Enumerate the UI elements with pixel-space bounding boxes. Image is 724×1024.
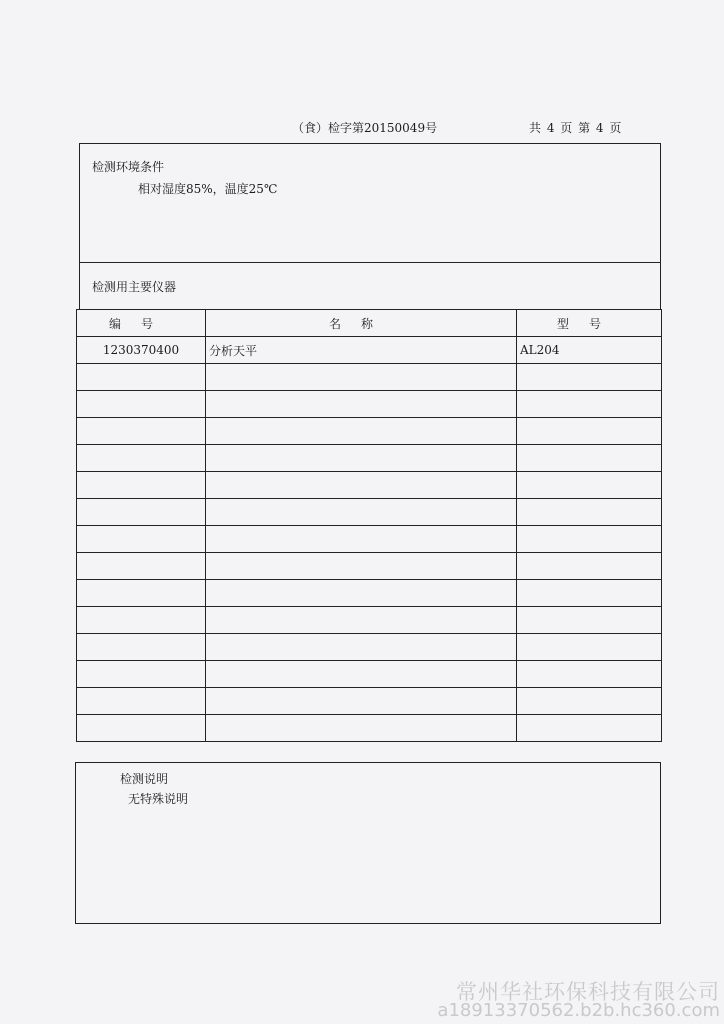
cell-model — [517, 580, 662, 607]
table-row — [77, 364, 662, 391]
cell-model — [517, 391, 662, 418]
cell-model — [517, 553, 662, 580]
cell-number — [77, 634, 206, 661]
cell-model — [517, 607, 662, 634]
table-row — [77, 526, 662, 553]
watermark-site: a18913370562.b2b.hc360.com — [437, 1000, 720, 1021]
cell-number — [77, 661, 206, 688]
environment-label: 检测环境条件 — [92, 160, 165, 174]
cell-number — [77, 715, 206, 742]
cell-model — [517, 418, 662, 445]
cell-name: 分析天平 — [206, 337, 517, 364]
cell-model — [517, 715, 662, 742]
table-row — [77, 688, 662, 715]
notes-label: 检测说明 — [120, 772, 169, 786]
environment-value: 相对湿度85%，温度25℃ — [138, 182, 278, 196]
cell-name — [206, 445, 517, 472]
cell-model — [517, 445, 662, 472]
instruments-label: 检测用主要仪器 — [92, 280, 177, 294]
column-header-name: 名称 — [206, 310, 517, 337]
cell-name — [206, 472, 517, 499]
column-header-model: 型号 — [517, 310, 662, 337]
instruments-table — [76, 309, 662, 742]
cell-model — [517, 472, 662, 499]
cell-name — [206, 715, 517, 742]
cell-name — [206, 526, 517, 553]
cell-number — [77, 364, 206, 391]
table-row — [77, 445, 662, 472]
table-row — [77, 634, 662, 661]
cell-model — [517, 661, 662, 688]
cell-number — [77, 553, 206, 580]
table-row — [77, 661, 662, 688]
notes-value: 无特殊说明 — [128, 792, 189, 806]
cell-number — [77, 472, 206, 499]
cell-name — [206, 364, 517, 391]
cell-model — [517, 364, 662, 391]
cell-name — [206, 499, 517, 526]
cell-number — [77, 688, 206, 715]
table-row — [77, 499, 662, 526]
cell-name — [206, 391, 517, 418]
cell-name — [206, 580, 517, 607]
document-number: （食）检字第20150049号 — [292, 121, 438, 135]
table-row — [77, 391, 662, 418]
notes-section — [75, 762, 661, 924]
cell-number — [77, 445, 206, 472]
table-row — [77, 418, 662, 445]
cell-name — [206, 607, 517, 634]
cell-number: 1230370400 — [77, 337, 206, 364]
cell-name — [206, 418, 517, 445]
page-count: 共 4 页 第 4 页 — [529, 121, 622, 135]
cell-number — [77, 391, 206, 418]
cell-name — [206, 634, 517, 661]
table-header-row — [77, 310, 662, 337]
column-header-number: 编号 — [77, 310, 206, 337]
watermark-company: 常州华社环保科技有限公司 — [456, 980, 720, 1004]
cell-name — [206, 661, 517, 688]
table-row — [77, 337, 662, 364]
cell-model: AL204 — [517, 337, 662, 364]
cell-number — [77, 526, 206, 553]
cell-number — [77, 499, 206, 526]
instruments-section — [79, 262, 661, 310]
cell-model — [517, 526, 662, 553]
table-row — [77, 715, 662, 742]
table-row — [77, 472, 662, 499]
cell-model — [517, 688, 662, 715]
cell-number — [77, 418, 206, 445]
cell-name — [206, 688, 517, 715]
table-row — [77, 553, 662, 580]
cell-number — [77, 607, 206, 634]
environment-section — [79, 143, 661, 263]
cell-model — [517, 499, 662, 526]
table-row — [77, 607, 662, 634]
cell-name — [206, 553, 517, 580]
cell-model — [517, 634, 662, 661]
table-row — [77, 580, 662, 607]
cell-number — [77, 580, 206, 607]
